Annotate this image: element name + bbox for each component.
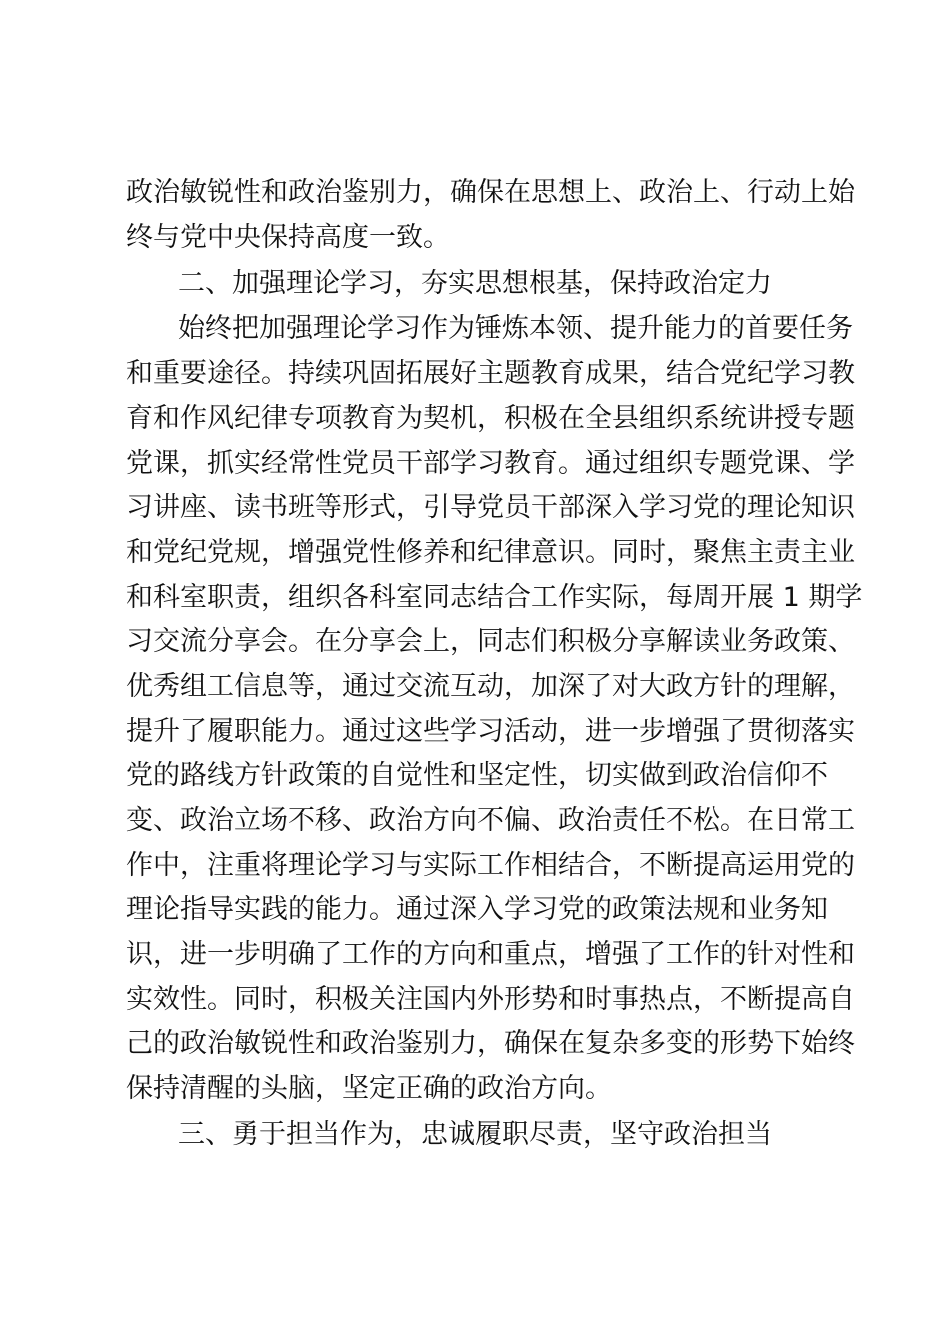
paragraph-line: 政治敏锐性和政治鉴别力，确保在思想上、政治上、行动上始 [126, 177, 855, 208]
paragraph-line: 理论指导实践的能力。通过深入学习党的政策法规和业务知 [126, 894, 828, 925]
paragraph-line: 作中，注重将理论学习与实际工作相结合，不断提高运用党的 [126, 850, 855, 881]
paragraph-line: 优秀组工信息等，通过交流互动，加深了对大政方针的理解， [126, 671, 855, 702]
section-heading-3: 三、勇于担当作为，忠诚履职尽责，坚守政治担当 [178, 1119, 772, 1150]
paragraph-line: 育和作风纪律专项教育为契机，积极在全县组织系统讲授专题 [126, 403, 855, 434]
paragraph-end-line: 保持清醒的头脑，坚定正确的政治方向。 [126, 1073, 612, 1104]
paragraph-line: 和重要途径。持续巩固拓展好主题教育成果，结合党纪学习教 [126, 358, 855, 389]
paragraph-line: 习讲座、读书班等形式，引导党员干部深入学习党的理论知识 [126, 492, 855, 523]
paragraph-first-line: 始终把加强理论学习作为锤炼本领、提升能力的首要任务 [178, 313, 853, 344]
paragraph-line: 习交流分享会。在分享会上，同志们积极分享解读业务政策、 [126, 626, 855, 657]
paragraph-line: 提升了履职能力。通过这些学习活动，进一步增强了贯彻落实 [126, 716, 855, 747]
paragraph-line: 和科室职责，组织各科室同志结合工作实际，每周开展 1 期学 [126, 582, 863, 613]
section-heading-2: 二、加强理论学习，夯实思想根基，保持政治定力 [178, 268, 772, 299]
paragraph-line: 识，进一步明确了工作的方向和重点，增强了工作的针对性和 [126, 939, 855, 970]
paragraph-line: 党课，抓实经常性党员干部学习教育。通过组织专题党课、学 [126, 448, 855, 479]
paragraph-line: 己的政治敏锐性和政治鉴别力，确保在复杂多变的形势下始终 [126, 1028, 855, 1059]
paragraph-line: 变、政治立场不移、政治方向不偏、政治责任不松。在日常工 [126, 805, 855, 836]
paragraph-line: 和党纪党规，增强党性修养和纪律意识。同时，聚焦主责主业 [126, 537, 855, 568]
paragraph-end-line: 终与党中央保持高度一致。 [126, 222, 450, 253]
paragraph-line: 实效性。同时，积极关注国内外形势和时事热点，不断提高自 [126, 984, 855, 1015]
paragraph-line: 党的路线方针政策的自觉性和坚定性，切实做到政治信仰不 [126, 760, 828, 791]
